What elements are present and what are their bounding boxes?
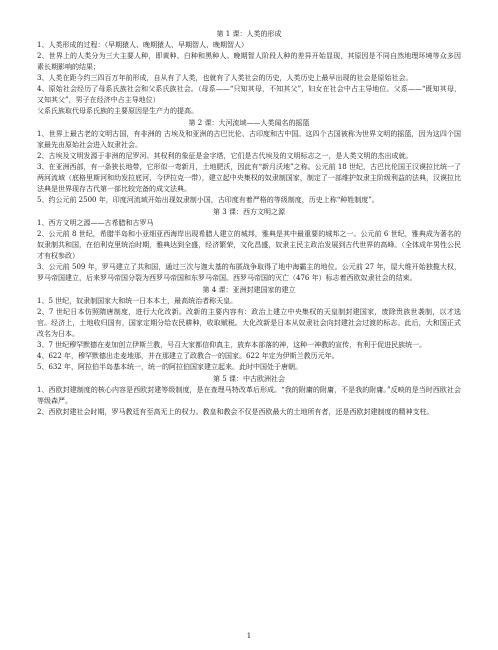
lesson-paragraph: 2、古埃及文明发源于非洲的尼罗河。其权利的象征是金字塔，它们是古代埃及的文明标志之一，是人类文明的杰出成就。 (37, 152, 413, 160)
lesson-paragraph: 1、西方文明之源——古希腊和古罗马 (37, 219, 154, 227)
lesson-paragraph: 2、西欧封建社会时期，罗马教廷有至高无上的权力。教皇和教会不仅是西欧最大的土地所有者，还是西欧封建制度的精神支柱。 (37, 408, 434, 416)
lesson-paragraph: 1、5 世纪，奴隶制国家大和统一日本本土，最高统治者称天皇。 (37, 297, 238, 305)
lesson-paragraph: 4、622 年，穆罕默德出走麦地那，并在那建立了政教合一的国家。622 年定为伊斯兰教历元年。 (37, 352, 339, 360)
page-number: 1 (246, 632, 252, 640)
lesson-section (37, 207, 461, 284)
lesson-paragraph: 5、约公元前 2500 年，印度河流域开始出现奴隶制小国，古印度有着严格的等级制度，历史上称“种姓制度”。 (37, 196, 379, 204)
lesson-paragraph: 2、7 世纪日本仿照隋唐制度，进行大化改新。改新的主要内容有：政治上建立中央集权的天皇制封建国家，废除贵族世袭制，以才选官。经济上，土地收归国有，国家定期分给农民耕种，收取赋税。大化改新是日本从奴隶社会向封建社会过渡的标志。此后，大和国正式改名为日本。 (37, 308, 461, 338)
lesson-title: 第 2 课：大河流域——人类闻名的摇篮 (188, 119, 310, 127)
lesson-paragraph: 2、世界上的人类分为三大主要人种，即黄种、白种和黑种人。晚期智人阶段人种的差异开始显现，其原因是不同自然地理环境等众多因素长期影响的结果； (37, 52, 461, 71)
lesson-paragraph: 5、632 年，阿拉伯半岛基本统一，统一的阿拉伯国家建立起来。此时中国处于唐朝。 (37, 363, 303, 371)
lesson-paragraph: 父系氏族取代母系氏族的主要原因是生产力的提高。 (37, 107, 198, 115)
lesson-paragraph: 1、世界上最古老的文明古国，有非洲的 古埃及和亚洲的古巴比伦、古印度和古中国。这四个古国被称为世界文明的摇篮，因为这四个国家最先由原始社会进入奴隶社会。 (37, 130, 461, 149)
lesson-paragraph: 1、人类形成的过程：（早期猿人、晚期猿人、早期智人、晚期智人） (37, 41, 248, 49)
lesson-paragraph: 2、公元前 8 世纪，希腊半岛和小亚细亚西海岸出现希腊人建立的城邦，雅典是其中最重要的城邦之一。公元前 6 世纪，雅典成为著名的奴隶制共和国，在伯利克里统治时期，雅典达到全盛，经济繁荣，文化昌盛，奴隶主民主政治发展到古代世界的高峰。（全体成年男性公民才有权参政） (37, 230, 461, 260)
lesson-paragraph: 3、7 世纪穆罕默德在麦加创立伊斯兰教，号召大家都信仰真主，放弃本部落的神，这种一神教的宣传，有利于促进民族统一。 (37, 341, 427, 349)
lesson-title: 第 5 课：中古欧洲社会 (213, 375, 285, 383)
lesson-paragraph: 4、原始社会经历了母系氏族社会和父系氏族社会。（母系——“只知其母，不知其父”，妇女在社会中占主导地位。父系——“既知其母，又知其父”，男子在经济中占主导地位） (37, 85, 461, 104)
lesson-section (37, 118, 461, 206)
lesson-section (37, 29, 461, 117)
lesson-title: 第 1 课：人类的形成 (216, 30, 282, 38)
lesson-paragraph: 1、西欧封建制度的核心内容是西欧封建等级制度，是在查理马特改革后形成。“我的附庸的附庸，不是我的附庸。”反映的是当时西欧社会等级森严。 (37, 386, 461, 405)
document-body (37, 28, 461, 418)
lesson-paragraph: 3、在亚洲西部，有一条狭长地带，它形似一弯新月，土地肥沃，因此有“新月沃地”之称。公元前 18 世纪，古巴比伦国王汉谟拉比统一了两河流域（底格里斯河和幼发拉底河，今伊拉克一带），建立起中央集权的奴隶制国家，制定了一部维护奴隶主阶级利益的法典，汉谟拉比法典是世界现存古代第一部比较完备的成文法典。 (37, 163, 461, 193)
lesson-section (37, 374, 461, 418)
lesson-title: 第 4 课：亚洲封建国家的建立 (202, 286, 296, 294)
lesson-title: 第 3 课：西方文明之源 (213, 208, 285, 216)
lesson-paragraph: 3、公元前 509 年，罗马建立了共和国，通过三次与迦太基的布匿战争取得了地中海霸主的地位。公元前 27 年，屋大维开始独揽大权，罗马帝国建立，后来罗马帝国分裂为西罗马帝国和东罗马帝国。西罗马帝国的灭亡（476 年）标志着西欧奴隶社会的结束。 (37, 263, 461, 282)
lesson-paragraph: 3、人类在距今约三四百万年前形成，自从有了人类，也就有了人类社会的历史，人类历史上最早出现的社会是原始社会。 (37, 74, 413, 82)
lesson-section (37, 285, 461, 373)
